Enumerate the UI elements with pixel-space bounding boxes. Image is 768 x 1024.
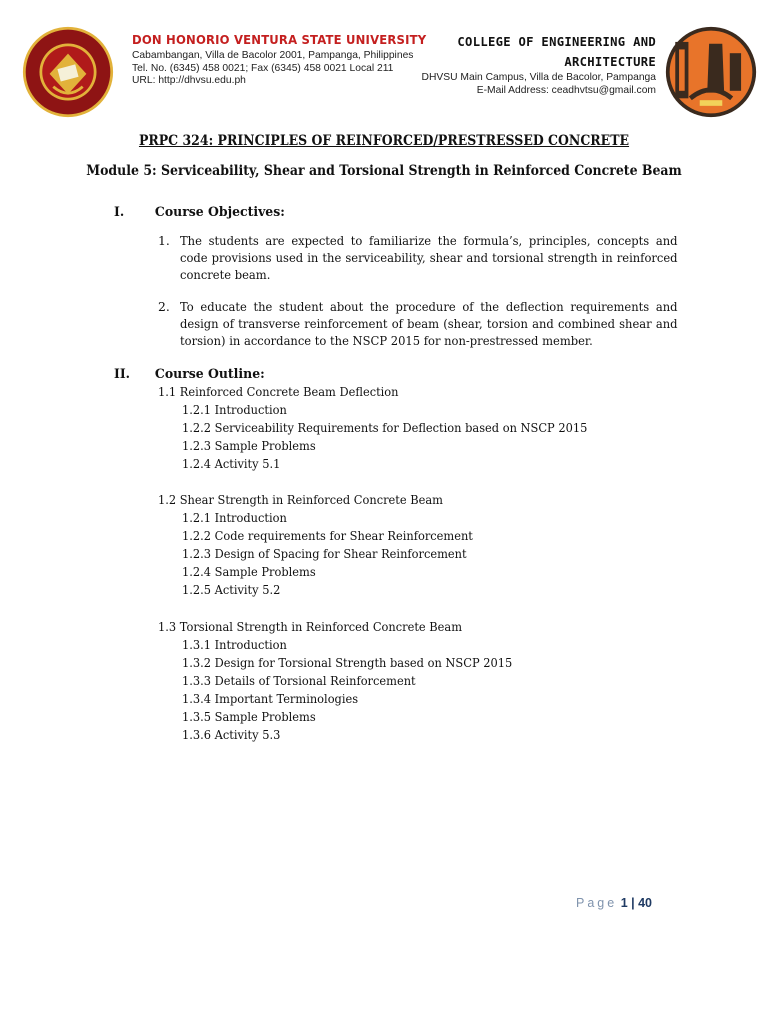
outline-item: 1.2.4 Sample Problems [182,564,316,580]
university-seal-logo [22,26,114,118]
outline-item: 1.3.5 Sample Problems [182,708,316,724]
outline-item: 1.3.4 Important Terminologies [182,690,359,706]
outline-item: 1.2.2 Serviceability Requirements for Deflection based on NSCP 2015 [182,420,588,436]
outline-item: 1.2.3 Design of Spacing for Shear Reinforcement [182,546,467,562]
outline-item: 1.3.3 Details of Torsional Reinforcement [182,672,416,688]
course-outline [158,383,623,744]
objective-number: 1. [158,233,170,248]
outline-number: II. [114,366,130,382]
outline-heading [114,366,265,382]
objectives-heading-text: Course Objectives: [154,204,285,220]
letterhead [0,0,768,120]
college-info [396,32,656,97]
university-name: DON HONORIO VENTURA STATE UNIVERSITY [132,32,427,47]
university-info [132,32,427,88]
spacer [158,600,623,618]
spacer [158,473,623,491]
outline-item: 1.3.6 Activity 5.3 [182,726,281,742]
objectives-heading [114,204,285,220]
outline-item: 1.2.5 Activity 5.2 [182,582,281,598]
objective-text: To educate the student about the procedure of the deflection requirements and design of transverse reinforcement of beam (shear, torsion and combined shear and torsion) in accordance to the NSCP 2015 for non-prestressed member. [180,299,678,348]
outline-item: 1.2.2 Code requirements for Shear Reinforcement [182,528,473,544]
outline-section-title: 1.3 Torsional Strength in Reinforced Concrete Beam [158,618,463,634]
objectives-number: I. [114,204,125,220]
page-separator: | [631,896,635,910]
outline-item: 1.3.2 Design for Torsional Strength based on NSCP 2015 [182,654,513,670]
objective-item [158,298,678,349]
college-email: E-Mail Address: ceadhvtsu@gmail.com [476,84,656,96]
module-title: Module 5: Serviceability, Shear and Torsional Strength in Reinforced Concrete Beam [86,163,682,179]
outline-item: 1.2.4 Activity 5.1 [182,456,281,472]
outline-section-title: 1.1 Reinforced Concrete Beam Deflection [158,384,399,399]
outline-item: 1.2.3 Sample Problems [182,438,316,454]
university-address: Cabambangan, Villa de Bacolor 2001, Pampanga, Philippines [132,50,414,61]
college-name-line1: COLLEGE OF ENGINEERING AND [457,35,656,49]
course-title: PRPC 324: PRINCIPLES OF REINFORCED/PRESTRESSED CONCRETE [138,133,630,149]
university-phone: Tel. No. (6345) 458 0021; Fax (6345) 458 0021 Local 211 [132,62,394,74]
objective-item [158,232,678,283]
objective-text: The students are expected to familiarize the formula’s, principles, concepts and code provisions used in the serviceability, shear and torsional strength in reinforced concrete beam. [180,233,678,282]
outline-item: 1.2.1 Introduction [182,510,287,526]
college-address: DHVSU Main Campus, Villa de Bacolor, Pampanga [421,72,656,83]
total-pages: 40 [638,896,653,910]
outline-heading-text: Course Outline: [154,366,265,382]
page-footer [576,896,652,910]
page-number: 1 [620,896,628,910]
university-url: URL: http://dhvsu.edu.ph [132,75,246,86]
college-seal-logo [664,25,758,119]
outline-section-title: 1.2 Shear Strength in Reinforced Concrete Beam [158,492,443,508]
outline-item: 1.2.1 Introduction [182,402,287,418]
objective-number: 2. [158,299,170,314]
page-label: Page [576,896,618,910]
college-name-line2: ARCHITECTURE [564,55,656,69]
outline-item: 1.3.1 Introduction [182,636,287,652]
